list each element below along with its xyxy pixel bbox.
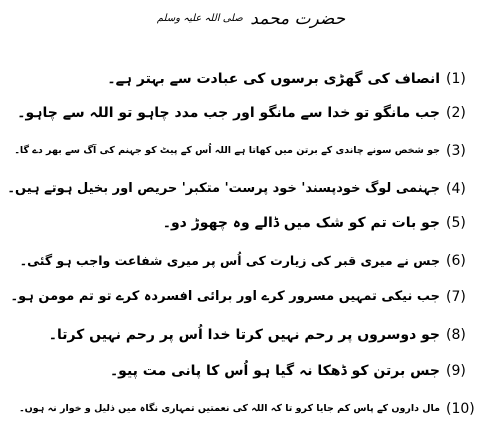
list-item: [7, 174, 500, 204]
honorific-text: صلی اللہ علیہ وسلم: [156, 13, 243, 24]
list-item: [107, 64, 500, 94]
item-number: (6): [446, 253, 466, 269]
item-number: (8): [446, 327, 466, 343]
item-number: (3): [446, 143, 466, 159]
saying-text: انصاف کی گھڑی برسوں کی عبادت سے بہتر ہے۔: [107, 71, 440, 87]
item-number: (10): [446, 401, 475, 417]
list-item: [19, 394, 500, 424]
item-number: (2): [446, 105, 466, 121]
saying-text: مال داروں کے پاس کم جایا کرو تا کہ اللہ کی نعمتیں تمہاری نگاہ میں ذلیل و خوار نہ ہوں۔: [19, 403, 440, 414]
saying-text: جہنمی لوگ خودپسند' خود پرست' متکبر' حریص اور بخیل ہوتے ہیں۔: [7, 181, 440, 196]
list-item: [17, 98, 500, 128]
item-number: (4): [446, 181, 466, 197]
item-number: (9): [446, 363, 466, 379]
item-number: (1): [446, 71, 466, 87]
list-item: [10, 282, 500, 312]
list-item: [110, 356, 500, 386]
list-item: [20, 246, 500, 276]
list-item: [14, 136, 500, 166]
saying-text: جس نے میری قبر کی زیارت کی اُس پر میری شفاعت واجب ہو گئی۔: [19, 253, 440, 268]
saying-text: جو دوسروں پر رحم نہیں کرتا خدا اُس پر رحم نہیں کرتا۔: [48, 327, 440, 343]
title-text: حضرت محمد: [250, 9, 346, 29]
item-number: (7): [446, 289, 466, 305]
list-item: [49, 320, 500, 350]
saying-text: جس برتن کو ڈھکا نہ گیا ہو اُس کا پانی مت پیو۔: [109, 363, 440, 379]
saying-text: جو شخص سونے چاندی کے برتن میں کھاتا ہے اللہ اُس کے پیٹ کو جہنم کی آگ سے بھر دے گا۔: [14, 145, 440, 156]
saying-text: جب مانگو تو خدا سے مانگو اور جب مدد چاہو تو اللہ سے چاہو۔: [17, 105, 440, 121]
list-item: [163, 208, 500, 238]
saying-text: جو بات تم کو شک میں ڈالے وہ چھوڑ دو۔: [162, 215, 440, 231]
item-number: (5): [446, 215, 466, 231]
saying-text: جب نیکی تمہیں مسرور کرے اور برائی افسردہ کرے تو تم مومن ہو۔: [10, 289, 440, 304]
